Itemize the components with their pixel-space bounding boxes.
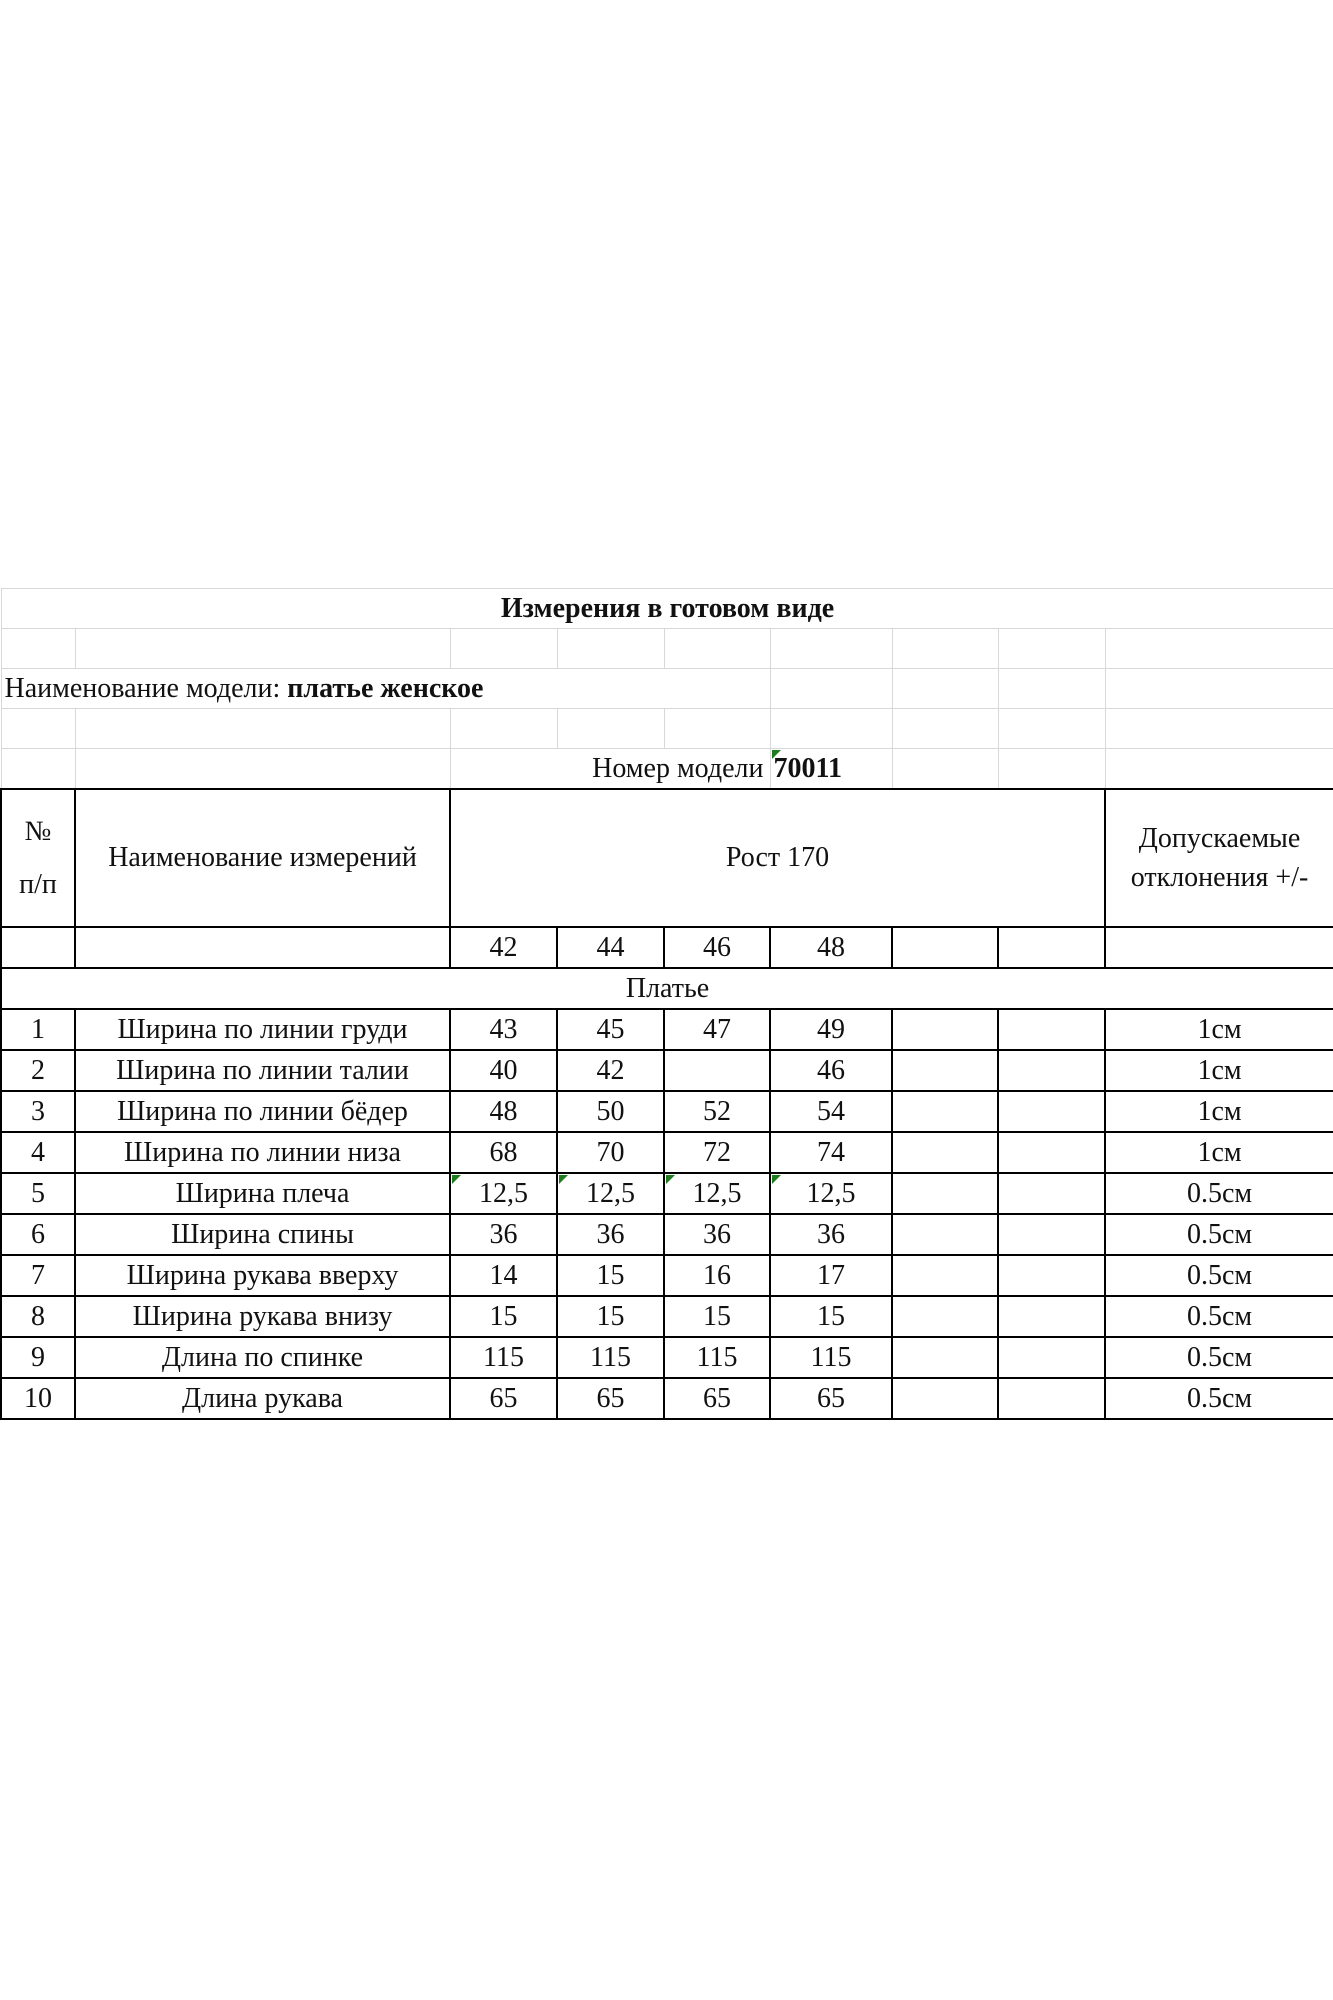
empty-cell: [998, 1091, 1105, 1132]
height-header: Рост 170: [450, 789, 1105, 927]
measure-value: 65: [770, 1378, 892, 1419]
measure-name: Ширина спины: [75, 1214, 450, 1255]
row-number: 8: [1, 1296, 75, 1337]
empty-cell: [892, 1378, 998, 1419]
measure-value: 48: [450, 1091, 557, 1132]
measure-value: 65: [664, 1378, 770, 1419]
empty-cell: [998, 1214, 1105, 1255]
measure-value: 54: [770, 1091, 892, 1132]
measure-value: 49: [770, 1009, 892, 1050]
measure-name: Ширина рукава вверху: [75, 1255, 450, 1296]
measure-value: 16: [664, 1255, 770, 1296]
measure-name: Ширина плеча: [75, 1173, 450, 1214]
tolerance-value: 0.5см: [1105, 1214, 1333, 1255]
row-number: 1: [1, 1009, 75, 1050]
table-row: [1, 1214, 1333, 1255]
measure-name-header: Наименование измерений: [75, 789, 450, 927]
model-number-label: Номер модели: [450, 749, 770, 790]
size-cell: 42: [450, 927, 557, 968]
tolerance-header: [1105, 789, 1333, 927]
tolerance-header-line1: Допускаемые: [1138, 822, 1301, 854]
measure-value: 50: [557, 1091, 664, 1132]
empty-cell: [998, 1378, 1105, 1419]
empty-cell: [892, 1214, 998, 1255]
empty-cell: [998, 1132, 1105, 1173]
table-row: [1, 1378, 1333, 1419]
table-row: [1, 1255, 1333, 1296]
empty-cell: [892, 1091, 998, 1132]
measurement-sheet: [0, 588, 1333, 1420]
row-number: 10: [1, 1378, 75, 1419]
table-row: [1, 1009, 1333, 1050]
measure-value: 15: [557, 1255, 664, 1296]
tolerance-value: 0.5см: [1105, 1378, 1333, 1419]
measure-name: Длина по спинке: [75, 1337, 450, 1378]
measure-value: 70: [557, 1132, 664, 1173]
tolerance-value: 1см: [1105, 1009, 1333, 1050]
empty-cell: [892, 1296, 998, 1337]
empty-cell: [998, 1255, 1105, 1296]
measure-value: 15: [770, 1296, 892, 1337]
tolerance-value: 1см: [1105, 1091, 1333, 1132]
measure-value: 46: [770, 1050, 892, 1091]
measure-value: 40: [450, 1050, 557, 1091]
num-header: [1, 789, 75, 927]
row-number: 3: [1, 1091, 75, 1132]
row-number: 6: [1, 1214, 75, 1255]
measure-value: 43: [450, 1009, 557, 1050]
section-label: Платье: [1, 968, 1333, 1009]
measure-value: 74: [770, 1132, 892, 1173]
empty-cell: [892, 1132, 998, 1173]
measure-name: Длина рукава: [75, 1378, 450, 1419]
measure-name: Ширина по линии низа: [75, 1132, 450, 1173]
empty-cell: [998, 1296, 1105, 1337]
measure-value: 15: [557, 1296, 664, 1337]
empty-cell: [892, 1173, 998, 1214]
measure-name: Ширина по линии талии: [75, 1050, 450, 1091]
model-name-cell: [1, 669, 770, 709]
model-name-value: платье женское: [287, 672, 484, 704]
measure-value: 36: [557, 1214, 664, 1255]
measure-value: [664, 1050, 770, 1091]
measure-value: 115: [557, 1337, 664, 1378]
row-number: 5: [1, 1173, 75, 1214]
measure-value: 65: [450, 1378, 557, 1419]
table-row: [1, 1132, 1333, 1173]
model-name-label: Наименование модели:: [4, 672, 281, 704]
tolerance-value: 0.5см: [1105, 1173, 1333, 1214]
empty-cell: [892, 1009, 998, 1050]
empty-cell: [892, 1255, 998, 1296]
measure-value: 15: [664, 1296, 770, 1337]
row-number: 2: [1, 1050, 75, 1091]
measure-value: 14: [450, 1255, 557, 1296]
measure-value: 45: [557, 1009, 664, 1050]
measure-name: Ширина по линии бёдер: [75, 1091, 450, 1132]
measure-name: Ширина по линии груди: [75, 1009, 450, 1050]
size-cell: 44: [557, 927, 664, 968]
measure-value: 36: [664, 1214, 770, 1255]
table-row: [1, 1296, 1333, 1337]
measure-value: 52: [664, 1091, 770, 1132]
tolerance-value: 0.5см: [1105, 1255, 1333, 1296]
num-header-bottom: п/п: [19, 869, 57, 900]
empty-cell: [998, 1173, 1105, 1214]
sheet-title: Измерения в готовом виде: [1, 589, 1333, 629]
row-number: 9: [1, 1337, 75, 1378]
row-number: 4: [1, 1132, 75, 1173]
measure-value: 17: [770, 1255, 892, 1296]
measure-value: 68: [450, 1132, 557, 1173]
measure-value: 12,5: [770, 1173, 892, 1214]
measure-value: 115: [664, 1337, 770, 1378]
tolerance-value: 1см: [1105, 1050, 1333, 1091]
tolerance-value: 0.5см: [1105, 1296, 1333, 1337]
measure-value: 36: [770, 1214, 892, 1255]
row-number: 7: [1, 1255, 75, 1296]
table-row: [1, 1337, 1333, 1378]
measurement-table: [0, 588, 1333, 1420]
measure-value: 47: [664, 1009, 770, 1050]
measure-value: 72: [664, 1132, 770, 1173]
measure-value: 36: [450, 1214, 557, 1255]
empty-cell: [998, 1337, 1105, 1378]
measure-value: 115: [770, 1337, 892, 1378]
measure-name: Ширина рукава внизу: [75, 1296, 450, 1337]
measure-value: 12,5: [557, 1173, 664, 1214]
measure-value: 65: [557, 1378, 664, 1419]
empty-cell: [892, 1337, 998, 1378]
measure-value: 42: [557, 1050, 664, 1091]
size-cell: 46: [664, 927, 770, 968]
tolerance-value: 0.5см: [1105, 1337, 1333, 1378]
model-number-value: 70011: [770, 749, 892, 790]
measure-value: 12,5: [450, 1173, 557, 1214]
size-row: [1, 927, 1333, 968]
table-row: [1, 1050, 1333, 1091]
size-cell: 48: [770, 927, 892, 968]
table-row: [1, 1091, 1333, 1132]
empty-cell: [998, 1009, 1105, 1050]
empty-cell: [892, 1050, 998, 1091]
empty-cell: [998, 1050, 1105, 1091]
table-row: [1, 1173, 1333, 1214]
tolerance-value: 1см: [1105, 1132, 1333, 1173]
measure-value: 15: [450, 1296, 557, 1337]
num-header-top: №: [24, 815, 52, 847]
tolerance-header-line2: отклонения +/-: [1130, 862, 1309, 893]
measure-value: 115: [450, 1337, 557, 1378]
measure-value: 12,5: [664, 1173, 770, 1214]
